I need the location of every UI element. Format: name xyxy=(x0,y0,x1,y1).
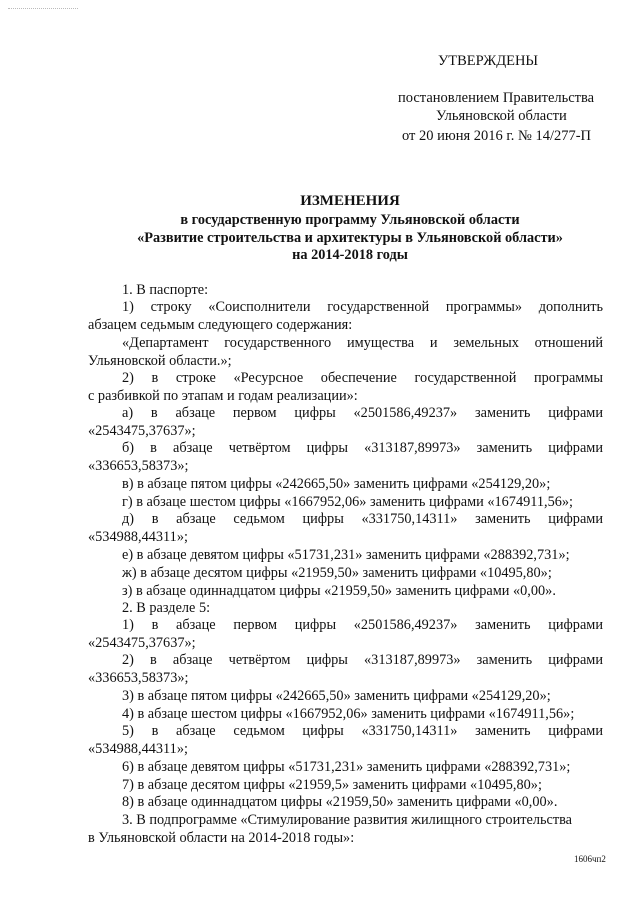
text-line: 5) в абзаце седьмом цифры «331750,14311» заменить цифрами xyxy=(122,723,603,739)
doc-title: ИЗМЕНЕНИЯ xyxy=(300,193,400,209)
text-line: «2543475,37637»; xyxy=(88,423,196,439)
text-line: ж) в абзаце десятом цифры «21959,50» заменить цифрами «10495,80»; xyxy=(122,565,552,581)
text-line: 1) строку «Соисполнители государственной программы» дополнить xyxy=(122,299,603,315)
text-line: «2543475,37637»; xyxy=(88,635,196,651)
approval-line-1: постановлением Правительства xyxy=(398,90,595,106)
text-line: «336653,58373»; xyxy=(88,458,189,474)
text-line: г) в абзаце шестом цифры «1667952,06» заменить цифрами «1674911,56»; xyxy=(122,494,574,510)
text-line: 2) в строке «Ресурсное обеспечение государственной программы xyxy=(122,370,603,386)
text-line: «534988,44311»; xyxy=(88,529,188,545)
approval-heading: УТВЕРЖДЕНЫ xyxy=(438,53,539,69)
text-line: Ульяновской области.»; xyxy=(88,353,232,369)
text-line: 2. В разделе 5: xyxy=(122,600,211,616)
footer-tag: 1606чп2 xyxy=(574,854,606,864)
text-line: 4) в абзаце шестом цифры «1667952,06» заменить цифрами «1674911,56»; xyxy=(122,706,575,722)
text-line: 1. В паспорте: xyxy=(122,282,209,298)
text-line: 7) в абзаце десятом цифры «21959,5» заменить цифрами «10495,80»; xyxy=(122,777,542,793)
text-line: абзацем седьмым следующего содержания: xyxy=(88,317,353,333)
text-line: с разбивкой по этапам и годам реализации»: xyxy=(88,388,358,404)
approval-line-2: Ульяновской области xyxy=(436,108,567,124)
text-line: е) в абзаце девятом цифры «51731,231» заменить цифрами «288392,731»; xyxy=(122,547,570,563)
text-line: д) в абзаце седьмом цифры «331750,14311» заменить цифрами xyxy=(122,511,603,527)
text-line: а) в абзаце первом цифры «2501586,49237» заменить цифрами xyxy=(122,405,603,421)
text-line: 1) в абзаце первом цифры «2501586,49237» заменить цифрами xyxy=(122,617,603,633)
doc-title-line-4: на 2014-2018 годы xyxy=(292,247,408,263)
approval-line-3: от 20 июня 2016 г. № 14/277-П xyxy=(402,128,592,144)
text-line: з) в абзаце одиннадцатом цифры «21959,50» заменить цифрами «0,00». xyxy=(122,583,556,599)
scan-artifact xyxy=(8,8,78,9)
text-line: 6) в абзаце девятом цифры «51731,231» заменить цифрами «288392,731»; xyxy=(122,759,571,775)
text-line: в) в абзаце пятом цифры «242665,50» заменить цифрами «254129,20»; xyxy=(122,476,551,492)
text-line: 2) в абзаце четвёртом цифры «313187,89973» заменить цифрами xyxy=(122,652,603,668)
text-line: «534988,44311»; xyxy=(88,741,188,757)
text-line: «336653,58373»; xyxy=(88,670,189,686)
text-line: 8) в абзаце одиннадцатом цифры «21959,50» заменить цифрами «0,00». xyxy=(122,794,558,810)
text-line: «Департамент государственного имущества и земельных отношений xyxy=(122,335,603,351)
doc-title-line-2: в государственную программу Ульяновской области xyxy=(180,212,520,228)
text-line: 3. В подпрограмме «Стимулирование развития жилищного строительства xyxy=(122,812,572,828)
text-line: б) в абзаце четвёртом цифры «313187,89973» заменить цифрами xyxy=(122,440,603,456)
text-line: в Ульяновской области на 2014-2018 годы»: xyxy=(88,830,355,846)
text-line: 3) в абзаце пятом цифры «242665,50» заменить цифрами «254129,20»; xyxy=(122,688,551,704)
doc-title-line-3: «Развитие строительства и архитектуры в Ульяновской области» xyxy=(137,230,563,246)
